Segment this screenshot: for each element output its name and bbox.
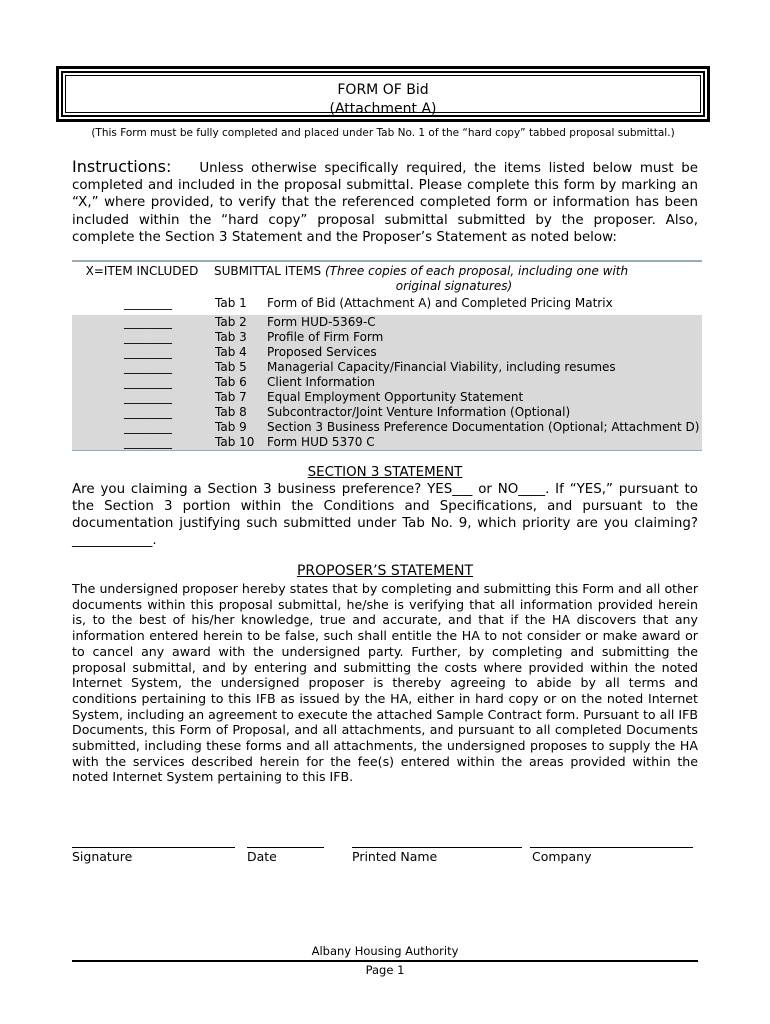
signature-line[interactable] [72, 847, 235, 848]
tab-number: Tab 9 [215, 420, 247, 434]
title-box-content [65, 75, 701, 117]
checkmark-blank[interactable]: ________ [124, 375, 172, 389]
item-description: Section 3 Business Preference Documentation (Optional; Attachment D) [267, 420, 700, 434]
table-row [72, 375, 702, 390]
item-description: Form HUD 5370 C [267, 435, 375, 449]
checkmark-blank[interactable]: ________ [124, 345, 172, 359]
printed-name-label: Printed Name [352, 849, 438, 864]
table-row [72, 296, 702, 311]
col-header-submittal-note2: original signatures) [395, 279, 513, 293]
table-row [72, 435, 702, 450]
date-line[interactable] [247, 847, 324, 848]
tab-number: Tab 2 [215, 315, 247, 329]
title-box [56, 66, 710, 122]
checkmark-blank[interactable]: ________ [124, 390, 172, 404]
footer-divider [72, 960, 698, 962]
col-header-submittal-note1: (Three copies of each proposal, including one with [325, 264, 629, 278]
col-header-submittal-label: SUBMITTAL ITEMS [214, 264, 325, 278]
tab-number: Tab 3 [215, 330, 247, 344]
table-row [72, 405, 702, 420]
title-box-inner [61, 71, 705, 117]
tab-number: Tab 7 [215, 390, 247, 404]
item-description: Subcontractor/Joint Venture Information (Optional) [267, 405, 571, 419]
item-description: Client Information [267, 375, 376, 389]
proposer-statement-heading: PROPOSER’S STATEMENT [296, 563, 474, 579]
col-header-item-included: X=ITEM INCLUDED [85, 264, 199, 278]
table-row [72, 360, 702, 375]
tab-number: Tab 1 [215, 296, 247, 310]
instructions-lead: Instructions: [72, 157, 172, 176]
submittal-items-table [72, 260, 702, 451]
item-description: Proposed Services [267, 345, 377, 359]
item-description: Managerial Capacity/Financial Viability, including resumes [267, 360, 616, 374]
form-title: FORM OF Bid [337, 82, 429, 98]
item-description: Form HUD-5369-C [267, 315, 376, 329]
checkmark-blank[interactable]: ________ [124, 330, 172, 344]
tab-number: Tab 10 [215, 435, 255, 449]
checkmark-blank[interactable]: ________ [124, 315, 172, 329]
form-subtitle: (Attachment A) [329, 101, 437, 117]
proposer-statement-paragraph: The undersigned proposer hereby states that by completing and submitting this Form and all other documents within this proposal submittal, he/she is verifying that all information provided herein is, to the best of his/her knowledge, true and accurate, and that if the HA discovers that any information entered herein to be false, such shall entitle the HA to not consider or make award or to cancel any award with the undersigned party. Further, by completing and submitting the proposal submittal, and by entering and submitting the costs where provided within the noted Internet System, the undersigned proposer is thereby agreeing to abide by all terms and conditions pertaining to this IFB as issued by the HA, either in hard copy or on the noted Internet System, including an agreement to execute the attached Sample Contract form. Pursuant to all IFB Documents, this Form of Proposal, and all attachments, and pursuant to all completed Documents submitted, including these forms and all attachments, the undersigned proposes to supply the HA with the services described herein for the fee(s) entered within the areas provided within the noted Internet System pertaining to this IFB. [72, 581, 698, 785]
checkmark-blank[interactable]: ________ [124, 435, 172, 449]
table-row [72, 420, 702, 435]
company-line[interactable] [530, 847, 693, 848]
checkmark-blank[interactable]: ________ [124, 420, 172, 434]
checkmark-blank[interactable]: ________ [124, 296, 172, 310]
instructions-text: Unless otherwise specifically required, the items listed below must be completed and included in the proposal submittal. Please complete this form by marking an “X,” where provided, to verify that the referenced completed form or information has been included within the “hard copy” proposal submittal submitted by the proposer. Also, complete the Section 3 Statement and the Proposer’s Statement as noted below: [72, 161, 698, 245]
footer-organization: Albany Housing Authority [311, 944, 459, 958]
checkmark-blank[interactable]: ________ [124, 405, 172, 419]
tab-number: Tab 5 [215, 360, 247, 374]
tab-number: Tab 8 [215, 405, 247, 419]
signature-label: Signature [72, 849, 133, 864]
item-description: Profile of Firm Form [267, 330, 384, 344]
item-description: Equal Employment Opportunity Statement [267, 390, 524, 404]
date-label: Date [247, 849, 277, 864]
table-row [72, 330, 702, 345]
page-number: Page 1 [365, 963, 405, 977]
checkmark-blank[interactable]: ________ [124, 360, 172, 374]
section3-heading: SECTION 3 STATEMENT [307, 465, 463, 480]
table-row [72, 390, 702, 405]
table-header [72, 262, 702, 296]
instructions-paragraph [72, 158, 698, 246]
section3-paragraph: Are you claiming a Section 3 business preference? YES___ or NO____. If “YES,” pursuant to the Section 3 portion within the Conditions and Specifications, and pursuant to the documentation justifying such submitted under Tab No. 9, which priority are you claiming? ____________. [72, 482, 698, 548]
table-row [72, 315, 702, 330]
item-description: Form of Bid (Attachment A) and Completed Pricing Matrix [267, 296, 613, 310]
printed-name-line[interactable] [352, 847, 522, 848]
col-header-submittal-items [214, 264, 694, 294]
tab-number: Tab 4 [215, 345, 247, 359]
form-subnote: (This Form must be fully completed and placed under Tab No. 1 of the “hard copy” tabbed proposal submittal.) [91, 127, 675, 139]
tab-number: Tab 6 [215, 375, 247, 389]
table-row [72, 345, 702, 360]
company-label: Company [532, 849, 592, 864]
